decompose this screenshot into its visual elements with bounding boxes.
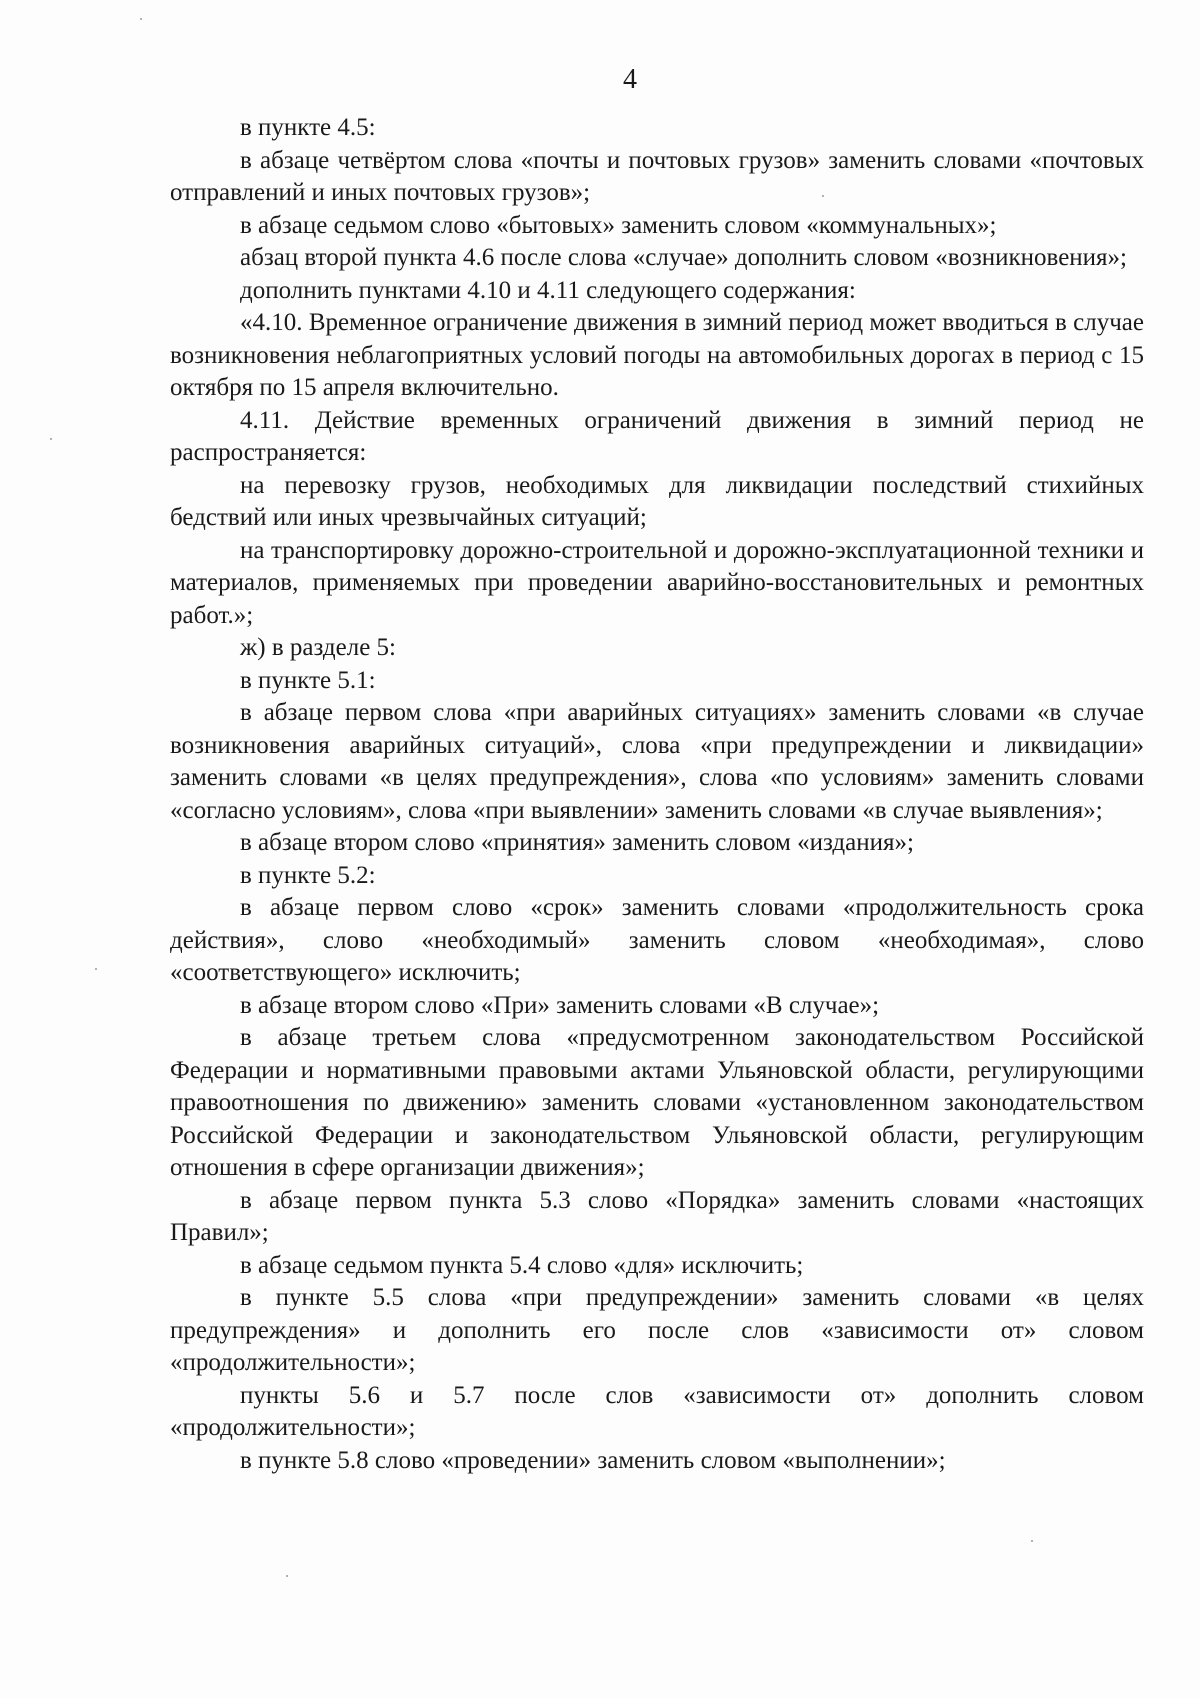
- paragraph: дополнить пунктами 4.10 и 4.11 следующего содержания:: [240, 276, 856, 304]
- paragraph: ж) в разделе 5:: [240, 634, 397, 661]
- paragraph: в пункте 5.8 слово «проведении» заменить словом «выполнении»;: [240, 1446, 946, 1474]
- paragraph: абзац второй пункта 4.6 после слова «случае» дополнить словом «возникновения»;: [240, 244, 1127, 271]
- paragraph: в пункте 5.5 слова «при предупреждении» заменить словами «в целях предупреждения» и дополнить его после слов «зависимости от» словом «продолжительности»;: [170, 1284, 1144, 1376]
- paragraph: в абзаце первом пункта 5.3 слово «Порядка» заменить словами «настоящих Правил»;: [170, 1186, 1144, 1246]
- paragraph: в абзаце четвёртом слова «почты и почтовых грузов» заменить словами «почтовых отправлений и иных почтовых грузов»;: [170, 146, 1144, 206]
- paragraph: в абзаце втором слово «принятия» заменить словом «издания»;: [240, 829, 914, 856]
- paragraph: в пункте 5.2:: [240, 861, 376, 889]
- paragraph: пункты 5.6 и 5.7 после слов «зависимости от» дополнить словом «продолжительности»;: [170, 1381, 1144, 1441]
- paragraph: в абзаце втором слово «При» заменить словами «В случае»;: [240, 991, 880, 1019]
- scan-speck: [1031, 1540, 1033, 1542]
- paragraph: в абзаце седьмом пункта 5.4 слово «для» исключить;: [240, 1251, 804, 1279]
- document-body: [170, 112, 1144, 1477]
- paragraph: в пункте 5.1:: [240, 666, 376, 694]
- paragraph: «4.10. Временное ограничение движения в зимний период может вводиться в случае возникновения неблагоприятных условий погоды на автомобильных дорогах в период с 15 октября по 15 апреля включительно.: [170, 309, 1144, 401]
- scan-speck: [822, 195, 824, 197]
- paragraph: в абзаце первом слова «при аварийных ситуациях» заменить словами «в случае возникновения аварийных ситуаций», слова «при предупреждении и ликвидации» заменить словами «в целях предупреждения», слова «по условиям» заменить словами «согласно условиям», слова «при выявлении» заменить словами «в случае выявления»;: [170, 699, 1144, 824]
- paragraph: на перевозку грузов, необходимых для ликвидации последствий стихийных бедствий или иных чрезвычайных ситуаций;: [170, 471, 1144, 531]
- paragraph: в пункте 4.5:: [240, 114, 376, 141]
- paragraph: в абзаце первом слово «срок» заменить словами «продолжительность срока действия», слово «необходимый» заменить словом «необходимая», слово «соответствующего» исключить;: [170, 894, 1144, 986]
- scan-speck: [140, 18, 142, 20]
- paragraph: на транспортировку дорожно-строительной и дорожно-эксплуатационной техники и материалов, применяемых при проведении аварийно-восстановительных и ремонтных работ.»;: [170, 536, 1144, 629]
- paragraph: в абзаце третьем слова «предусмотренном законодательством Российской Федерации и нормативными правовыми актами Ульяновской области, регулирующими правоотношения по движению» заменить словами «установленном законодательством Российской Федерации и законодательством Ульяновской области, регулирующим отношения в сфере организации движения»;: [170, 1024, 1144, 1181]
- paragraph: 4.11. Действие временных ограничений движения в зимний период не распространяется:: [170, 406, 1144, 466]
- scan-speck: [95, 968, 97, 970]
- page-number: 4: [623, 64, 637, 95]
- scan-speck: [286, 1575, 288, 1577]
- scan-speck: [50, 438, 52, 440]
- paragraph: в абзаце седьмом слово «бытовых» заменить словом «коммунальных»;: [240, 211, 997, 239]
